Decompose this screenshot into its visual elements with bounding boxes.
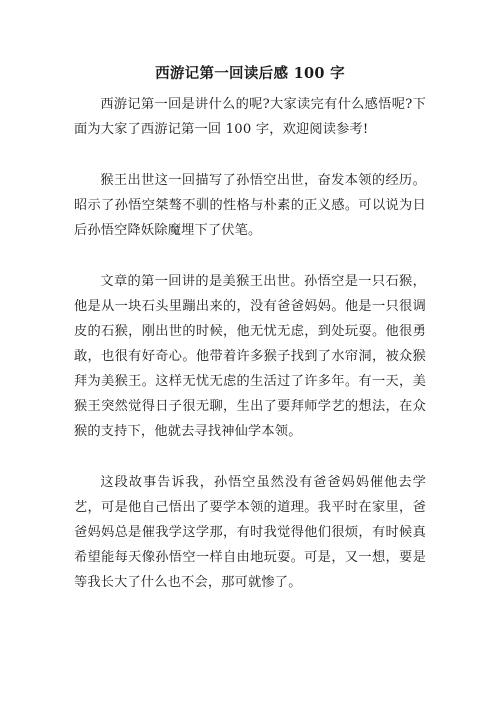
- body-paragraph-3: 这段故事告诉我，孙悟空虽然没有爸爸妈妈催他去学艺，可是他自己悟出了要学本领的道理。我平时在家里，爸爸妈妈总是催我学这学那，有时我觉得他们很烦，有时候真希望能每天像孙悟空一样自由地玩耍。可是，又一想，要是等我长大了什么也不会，那可就惨了。: [74, 475, 426, 590]
- body-paragraph-2: 文章的第一回讲的是美猴王出世。孙悟空是一只石猴，他是从一块石头里蹦出来的，没有爸爸妈妈。他是一只很调皮的石猴，刚出世的时候，他无忧无虑，到处玩耍。他很勇敢，也很有好奇心。他带着许多猴子找到了水帘洞，被众猴拜为美猴王。这样无忧无虑的生活过了许多年。有一天，美猴王突然觉得日子很无聊，生出了要拜师学艺的想法，在众猴的支持下，他就去寻找神仙学本领。: [74, 274, 426, 439]
- intro-paragraph: 西游记第一回是讲什么的呢?大家读完有什么感悟呢?下面为大家了西游记第一回 100 字，欢迎阅读参考!: [74, 97, 426, 137]
- document-title: 西游记第一回读后感 100 字: [155, 65, 345, 82]
- document-page: [74, 64, 426, 595]
- body-paragraph-1: 猴王出世这一回描写了孙悟空出世，奋发本领的经历。昭示了孙悟空桀骜不驯的性格与朴素的正义感。可以说为日后孙悟空降妖除魔埋下了伏笔。: [74, 173, 426, 238]
